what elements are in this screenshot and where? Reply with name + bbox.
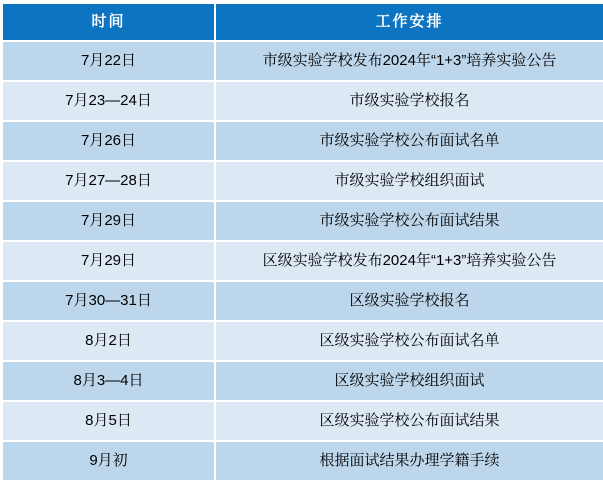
cell-task: 市级实验学校发布2024年“1+3”培养实验公告 [216, 42, 603, 80]
cell-task: 市级实验学校公布面试结果 [216, 202, 603, 240]
cell-task: 市级实验学校公布面试名单 [216, 122, 603, 160]
cell-task: 根据面试结果办理学籍手续 [216, 442, 603, 480]
cell-time: 7月23—24日 [3, 82, 214, 120]
cell-task: 区级实验学校组织面试 [216, 362, 603, 400]
cell-time: 7月22日 [3, 42, 214, 80]
cell-task: 市级实验学校报名 [216, 82, 603, 120]
cell-task: 区级实验学校公布面试结果 [216, 402, 603, 440]
cell-task: 市级实验学校组织面试 [216, 162, 603, 200]
header-cell-time: 时间 [3, 4, 214, 40]
cell-time: 7月29日 [3, 202, 214, 240]
cell-task: 区级实验学校报名 [216, 282, 603, 320]
cell-time: 8月5日 [3, 402, 214, 440]
cell-time: 8月2日 [3, 322, 214, 360]
schedule-table [3, 4, 603, 480]
cell-time: 7月30—31日 [3, 282, 214, 320]
cell-time: 7月27—28日 [3, 162, 214, 200]
header-cell-task: 工作安排 [216, 4, 603, 40]
cell-time: 8月3—4日 [3, 362, 214, 400]
cell-task: 区级实验学校发布2024年“1+3”培养实验公告 [216, 242, 603, 280]
cell-task: 区级实验学校公布面试名单 [216, 322, 603, 360]
cell-time: 7月29日 [3, 242, 214, 280]
cell-time: 9月初 [3, 442, 214, 480]
cell-time: 7月26日 [3, 122, 214, 160]
